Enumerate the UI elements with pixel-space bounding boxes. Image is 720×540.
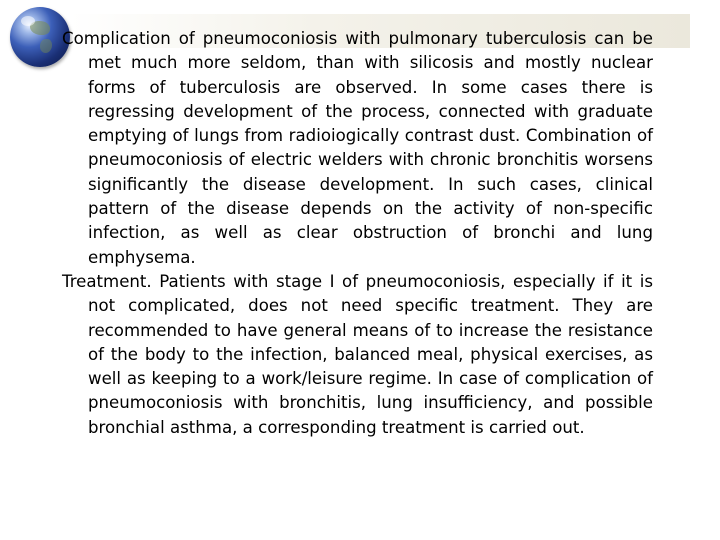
paragraph-complication: Complication of pneumoconiosis with pulmonary tuberculosis can be met much more seldom, than with silicosis and mostly nuclear forms of tuberculosis are observed. In some cases there is regressing development of the process, connected with graduate emptying of lungs from radioiogically contrast dust. Combination of pneumoconiosis of electric welders with chronic bronchitis worsens significantly the disease development. In such cases, clinical pattern of the disease depends on the activity of non-specific infection, as well as clear obstruction of bronchi and lung emphysema.	[62, 29, 653, 267]
paragraph-treatment: Treatment. Patients with stage I of pneumoconiosis, especially if it is not complicated, does not need specific treatment. They are recommended to have general means of to increase the resistance of the body to the infection, balanced meal, physical exercises, as well as keeping to a work/leisure regime. In case of complication of pneumoconiosis with bronchitis, lung insufficiency, and possible bronchial asthma, a corresponding treatment is carried out.	[62, 271, 653, 437]
globe-icon	[10, 7, 70, 67]
slide-body	[62, 27, 653, 440]
